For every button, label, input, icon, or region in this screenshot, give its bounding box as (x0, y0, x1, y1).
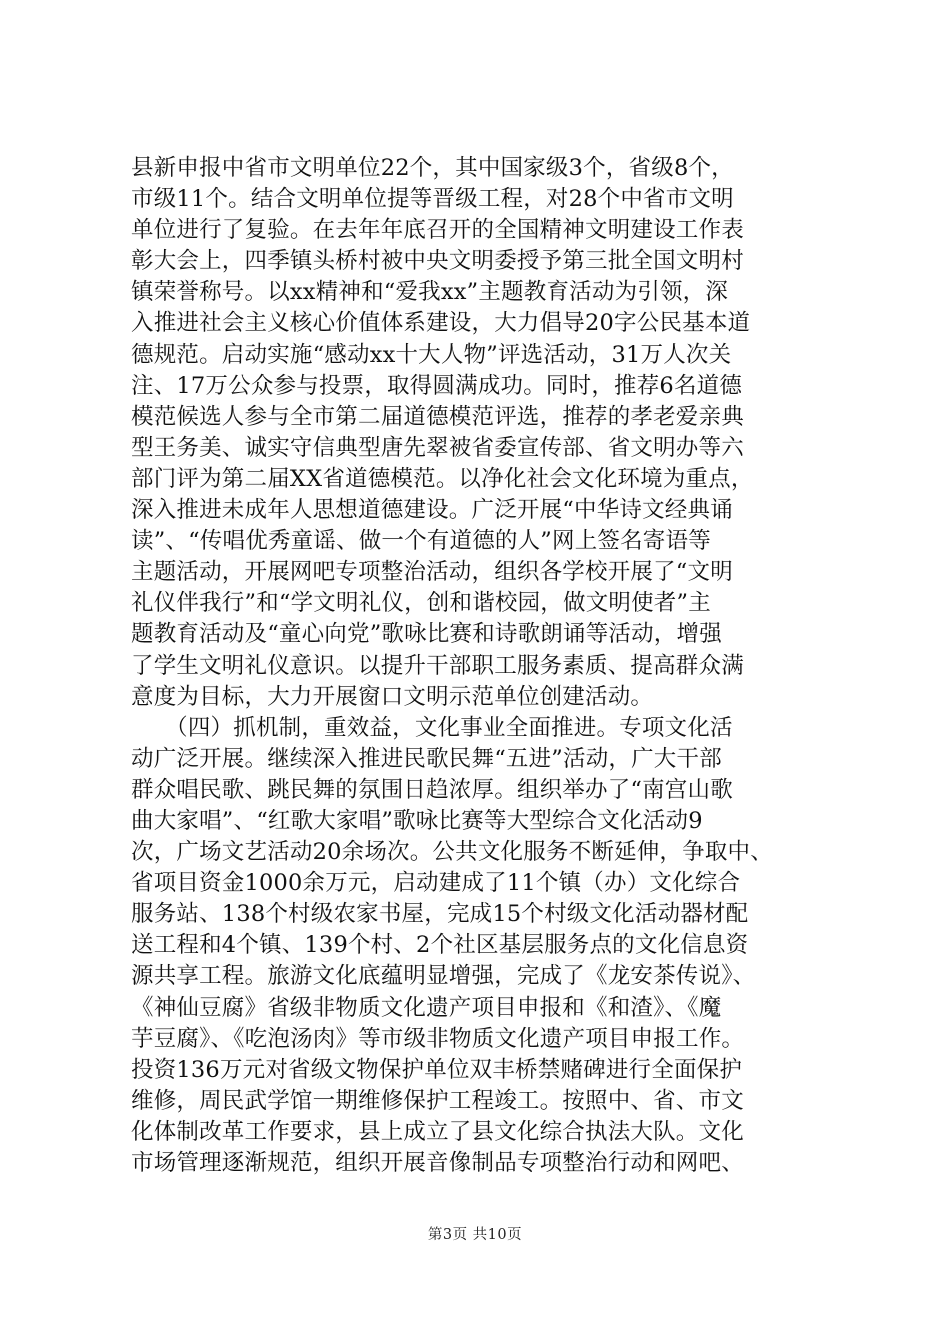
text-line: 德规范。启动实施“感动xx十大人物”评选活动，31万人次关 (131, 341, 732, 368)
text-line: 投资136万元对省级文物保护单位双丰桥禁赌碑进行全面保护 (131, 1056, 743, 1083)
page-footer: 第3页 共10页 (427, 1227, 523, 1243)
text-line: 彰大会上，四季镇头桥村被中央文明委授予第三批全国文明村 (131, 248, 744, 275)
text-line: 化体制改革工作要求，县上成立了县文化综合执法大队。文化 (131, 1118, 744, 1145)
text-line: 部门评为第二届XX省道德模范。以净化社会文化环境为重点， (131, 465, 754, 492)
text-line: 动广泛开展。继续深入推进民歌民舞“五进”活动，广大干部 (131, 745, 722, 772)
text-line: 礼仪伴我行”和“学文明礼仪，创和谐校园，做文明使者”主 (131, 590, 711, 617)
text-line: 省项目资金1000余万元，启动建成了11个镇（办）文化综合 (131, 870, 741, 897)
body-text (131, 153, 831, 1179)
text-line: 注、17万公众参与投票，取得圆满成功。同时，推荐6名道德 (131, 372, 743, 399)
text-line: 曲大家唱”、“红歌大家唱”歌咏比赛等大型综合文化活动9 (131, 807, 703, 834)
text-line: 入推进社会主义核心价值体系建设，大力倡导20字公民基本道 (131, 310, 751, 337)
text-line: 意度为目标，大力开展窗口文明示范单位创建活动。 (131, 683, 654, 710)
text-line: 镇荣誉称号。以xx精神和“爱我xx”主题教育活动为引领，深 (131, 279, 729, 306)
text-line: 送工程和4个镇、139个村、2个社区基层服务点的文化信息资 (131, 932, 749, 959)
text-line: 市场管理逐渐规范，组织开展音像制品专项整治行动和网吧、 (131, 1150, 744, 1176)
text-line: 芋豆腐》、《吃泡汤肉》等市级非物质文化遗产项目申报工作。 (131, 1025, 745, 1052)
text-line: 群众唱民歌、跳民舞的氛围日趋浓厚。组织举办了“南宫山歌 (131, 776, 733, 803)
text-line: 《神仙豆腐》省级非物质文化遗产项目申报和《和渣》、《魔 (131, 994, 722, 1021)
text-line: 县新申报中省市文明单位22个，其中国家级3个，省级8个， (131, 155, 734, 181)
text-line: （四）抓机制，重效益，文化事业全面推进。专项文化活 (131, 714, 733, 741)
text-line: 型王务美、诚实守信典型唐先翠被省委宣传部、省文明办等六 (131, 434, 744, 461)
text-line: 服务站、138个村级农家书屋，完成15个村级文化活动器材配 (131, 901, 749, 928)
text-line: 次，广场文艺活动20余场次。公共文化服务不断延伸，争取中、 (131, 839, 773, 866)
text-line: 模范候选人参与全市第二届道德模范评选，推荐的孝老爱亲典 (131, 403, 744, 430)
text-line: 了学生文明礼仪意识。以提升干部职工服务素质、提高群众满 (131, 652, 744, 679)
text-line: 单位进行了复验。在去年年底召开的全国精神文明建设工作表 (131, 217, 744, 244)
text-line: 源共享工程。旅游文化底蕴明显增强，完成了《龙安茶传说》、 (131, 963, 756, 990)
text-line: 读”、“传唱优秀童谣、做一个有道德的人”网上签名寄语等 (131, 528, 711, 555)
text-line: 市级11个。结合文明单位提等晋级工程，对28个中省市文明 (131, 186, 734, 213)
text-line: 题教育活动及“童心向党”歌咏比赛和诗歌朗诵等活动，增强 (131, 621, 722, 648)
text-line: 深入推进未成年人思想道德建设。广泛开展“中华诗文经典诵 (131, 497, 733, 524)
text-line: 主题活动，开展网吧专项整治活动，组织各学校开展了“文明 (131, 559, 733, 586)
text-line: 维修，周民武学馆一期维修保护工程竣工。按照中、省、市文 (131, 1087, 744, 1114)
